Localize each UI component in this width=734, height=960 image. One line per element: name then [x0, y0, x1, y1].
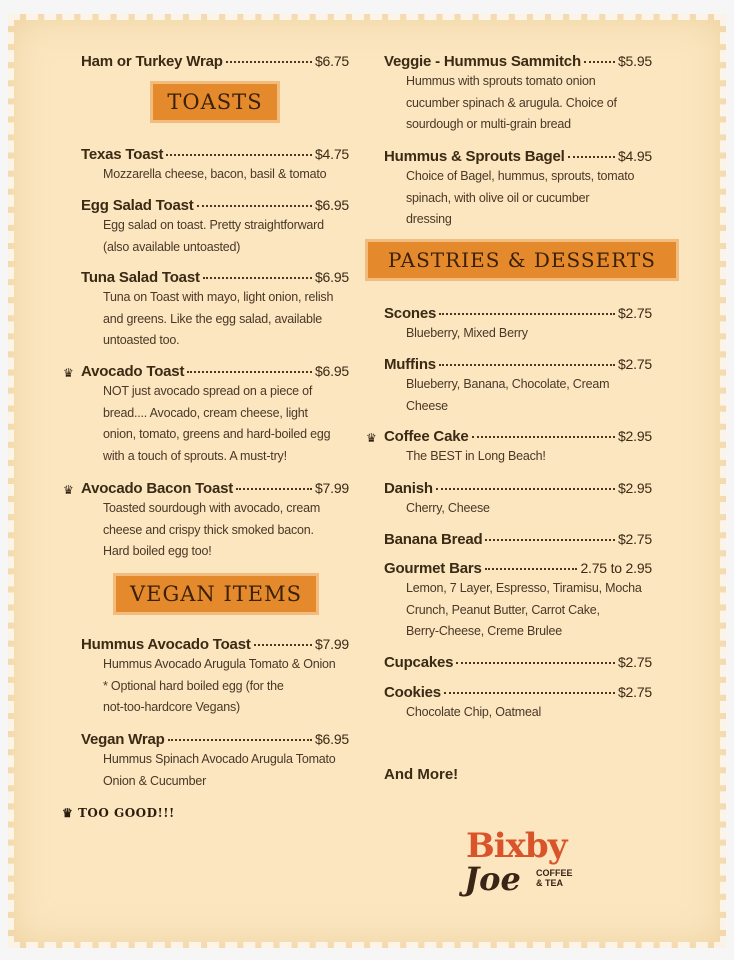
menu-item-danish [384, 480, 652, 520]
item-name: Tuna Salad Toast [81, 269, 200, 286]
menu-item-tuna-salad-toast [81, 269, 349, 352]
menu-item-scones [384, 305, 652, 345]
crown-icon: ♛ [63, 366, 74, 380]
item-name: Avocado Bacon Toast [81, 480, 234, 497]
section-banner-pastries: PASTRIES & DESSERTS [368, 242, 676, 278]
item-description: NOT just avocado spread on a piece of bread.... Avocado, cream cheese, light onion, tomato, greens and hard-boiled egg with a touch of sprouts. A must-try! [103, 384, 331, 463]
item-description: Hummus Avocado Arugula Tomato & Onion * Optional hard boiled egg (for the not-too-hardcore Vegans) [103, 657, 336, 714]
menu-item-vegan-wrap [81, 731, 349, 792]
item-name: Scones [384, 305, 437, 322]
item-description: The BEST in Long Beach! [406, 449, 546, 463]
item-name: Texas Toast [81, 146, 164, 163]
item-name: Egg Salad Toast [81, 197, 194, 214]
menu-item-muffins [384, 356, 652, 417]
logo-joe: Joe [464, 860, 521, 898]
item-name: Avocado Toast [81, 363, 185, 380]
item-price: $6.95 [314, 363, 349, 379]
logo-coffee-tea: COFFEE & TEA [536, 868, 573, 888]
section-banner-vegan: VEGAN ITEMS [116, 576, 316, 612]
menu-item-ham-turkey-wrap [81, 53, 349, 70]
menu-item-avocado-toast [63, 363, 349, 467]
item-price: $2.95 [617, 480, 652, 496]
item-description: Egg salad on toast. Pretty straightforward (also available untoasted) [103, 218, 324, 254]
item-price: $2.75 [617, 305, 652, 321]
menu-item-gourmet-bars [384, 560, 652, 643]
item-price: $2.75 [617, 531, 652, 547]
logo-bixby: Bixby [466, 826, 567, 866]
item-name: Danish [384, 480, 433, 497]
item-name: Gourmet Bars [384, 560, 482, 577]
crown-icon: ♛ [366, 431, 377, 445]
section-banner-toasts: TOASTS [153, 84, 277, 120]
item-name: Cupcakes [384, 654, 454, 671]
item-name: Ham or Turkey Wrap [81, 53, 223, 70]
item-price: $7.99 [314, 480, 349, 496]
item-name: Hummus & Sprouts Bagel [384, 148, 565, 165]
item-description: Blueberry, Banana, Chocolate, Cream Cheese [406, 377, 610, 413]
item-name: Vegan Wrap [81, 731, 165, 748]
item-description: Tuna on Toast with mayo, light onion, relish and greens. Like the egg salad, available untoasted too. [103, 290, 334, 347]
item-price: $4.75 [314, 146, 349, 162]
menu-item-cookies [384, 684, 652, 724]
item-description: Lemon, 7 Layer, Espresso, Tiramisu, Mocha Crunch, Peanut Butter, Carrot Cake, Berry-Cheese, Creme Brulee [406, 581, 642, 638]
and-more-text: And More! [384, 766, 459, 783]
item-description: Choice of Bagel, hummus, sprouts, tomato spinach, with olive oil or cucumber dressing [406, 169, 635, 226]
menu-item-texas-toast [81, 146, 349, 186]
menu-item-coffee-cake [366, 428, 652, 468]
item-description: Hummus Spinach Avocado Arugula Tomato Onion & Cucumber [103, 752, 336, 788]
menu-item-hummus-sprouts-bagel [384, 148, 652, 231]
item-price: $2.75 [617, 356, 652, 372]
item-price: $4.95 [617, 148, 652, 164]
item-name: Veggie - Hummus Sammitch [384, 53, 581, 70]
menu-item-veggie-hummus-sammitch [384, 53, 652, 136]
item-price: $2.75 [617, 654, 652, 670]
item-name: Cookies [384, 684, 441, 701]
item-price: $7.99 [314, 636, 349, 652]
item-name: Hummus Avocado Toast [81, 636, 251, 653]
item-price: $6.95 [314, 731, 349, 747]
item-price: $6.95 [314, 269, 349, 285]
item-price: $5.95 [617, 53, 652, 69]
bixby-joe-logo [462, 826, 602, 906]
item-price: $6.75 [314, 53, 349, 69]
footnote: ♛ TOO GOOD!!! [62, 806, 175, 820]
item-description: Hummus with sprouts tomato onion cucumber spinach & arugula. Choice of sourdough or multi-grain bread [406, 74, 617, 131]
menu-item-banana-bread [384, 531, 652, 548]
menu-item-hummus-avocado-toast [81, 636, 349, 719]
item-price: $6.95 [314, 197, 349, 213]
item-price: 2.75 to 2.95 [580, 560, 652, 576]
item-description: Chocolate Chip, Oatmeal [406, 705, 542, 719]
item-price: $2.75 [617, 684, 652, 700]
menu-item-avocado-bacon-toast [63, 480, 349, 563]
item-description: Blueberry, Mixed Berry [406, 326, 528, 340]
item-description: Mozzarella cheese, bacon, basil & tomato [103, 167, 327, 181]
crown-icon: ♛ [63, 483, 74, 497]
item-description: Toasted sourdough with avocado, cream cheese and crispy thick smoked bacon. Hard boiled egg too! [103, 501, 321, 558]
item-name: Muffins [384, 356, 436, 373]
item-name: Coffee Cake [384, 428, 469, 445]
item-description: Cherry, Cheese [406, 501, 490, 515]
menu-item-cupcakes [384, 654, 652, 671]
crown-icon: ♛ [62, 806, 78, 820]
menu-item-egg-salad-toast [81, 197, 349, 258]
item-price: $2.95 [617, 428, 652, 444]
item-name: Banana Bread [384, 531, 483, 548]
